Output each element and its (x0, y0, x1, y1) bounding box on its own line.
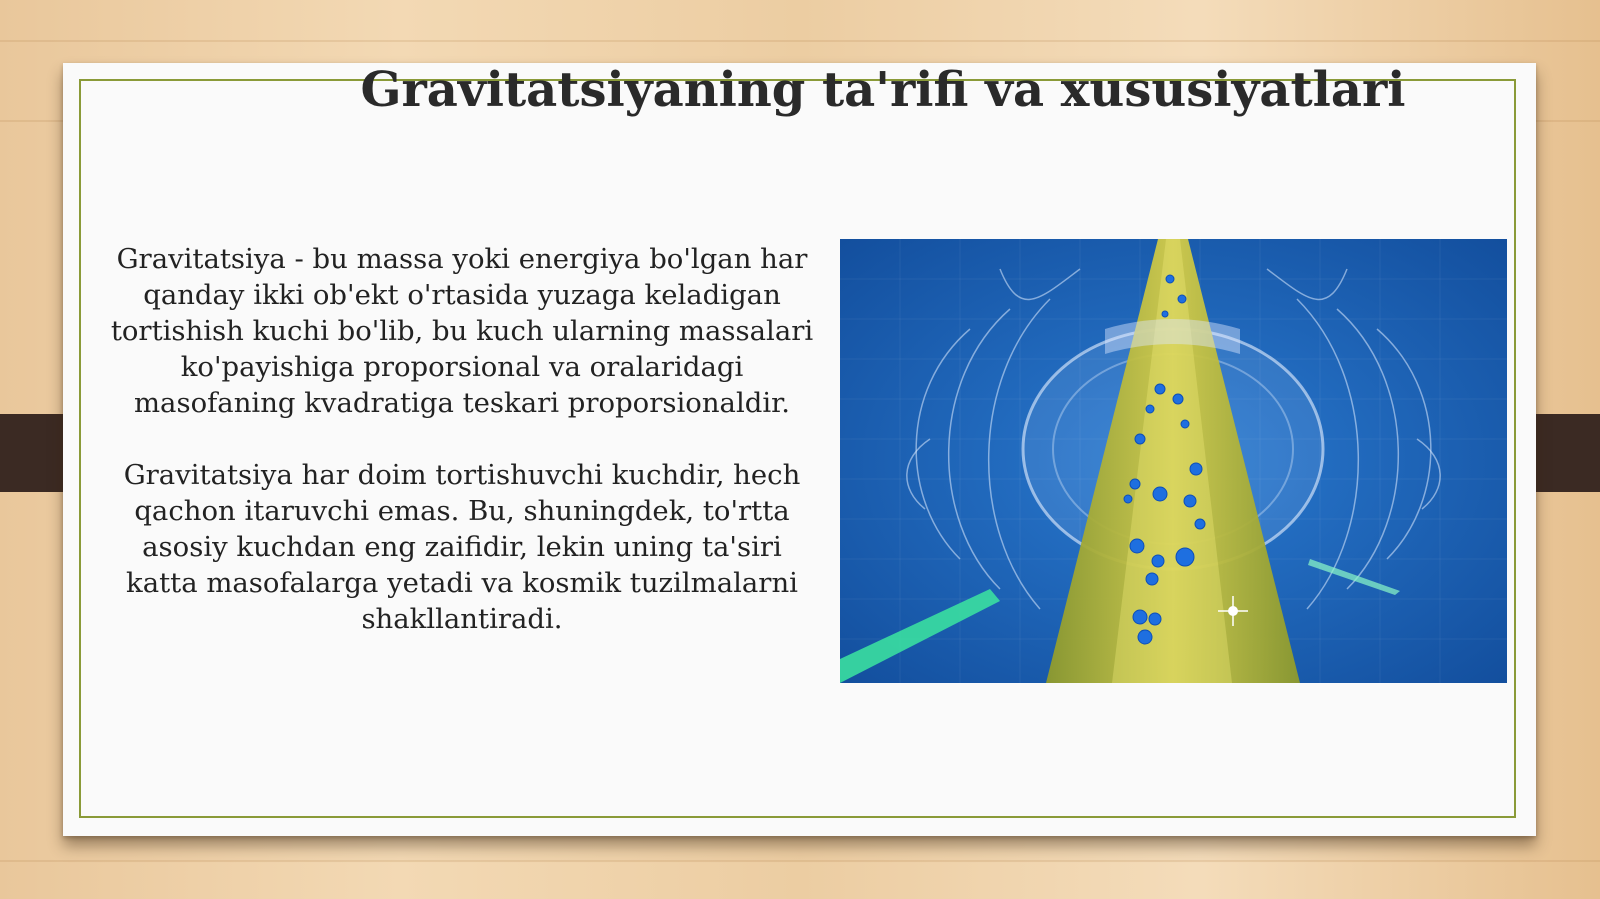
gravity-illustration-image (840, 239, 1507, 683)
slide-body-text (108, 241, 816, 673)
paragraph-properties: Gravitatsiya har doim tortishuvchi kuchdir, hech qachon itaruvchi emas. Bu, shuningdek, to'rtta asosiy kuchdan eng zaifidir, lekin uning ta'siri katta masofalarga yetadi va kosmik tuzilmalarni shakllantiradi. (123, 459, 801, 635)
gravity-beam-illustration (840, 239, 1507, 683)
paragraph-definition: Gravitatsiya - bu massa yoki energiya bo'lgan har qanday ikki ob'ekt o'rtasida yuzaga keladigan tortishish kuchi bo'lib, bu kuch ularning massalari ko'payishiga proporsional va oralaridagi masofaning kvadratiga teskari proporsionaldir. (110, 243, 814, 419)
slide-card (63, 63, 1536, 836)
slide-title: Gravitatsiyaning ta'rifi va xususiyatlari (360, 62, 1406, 118)
